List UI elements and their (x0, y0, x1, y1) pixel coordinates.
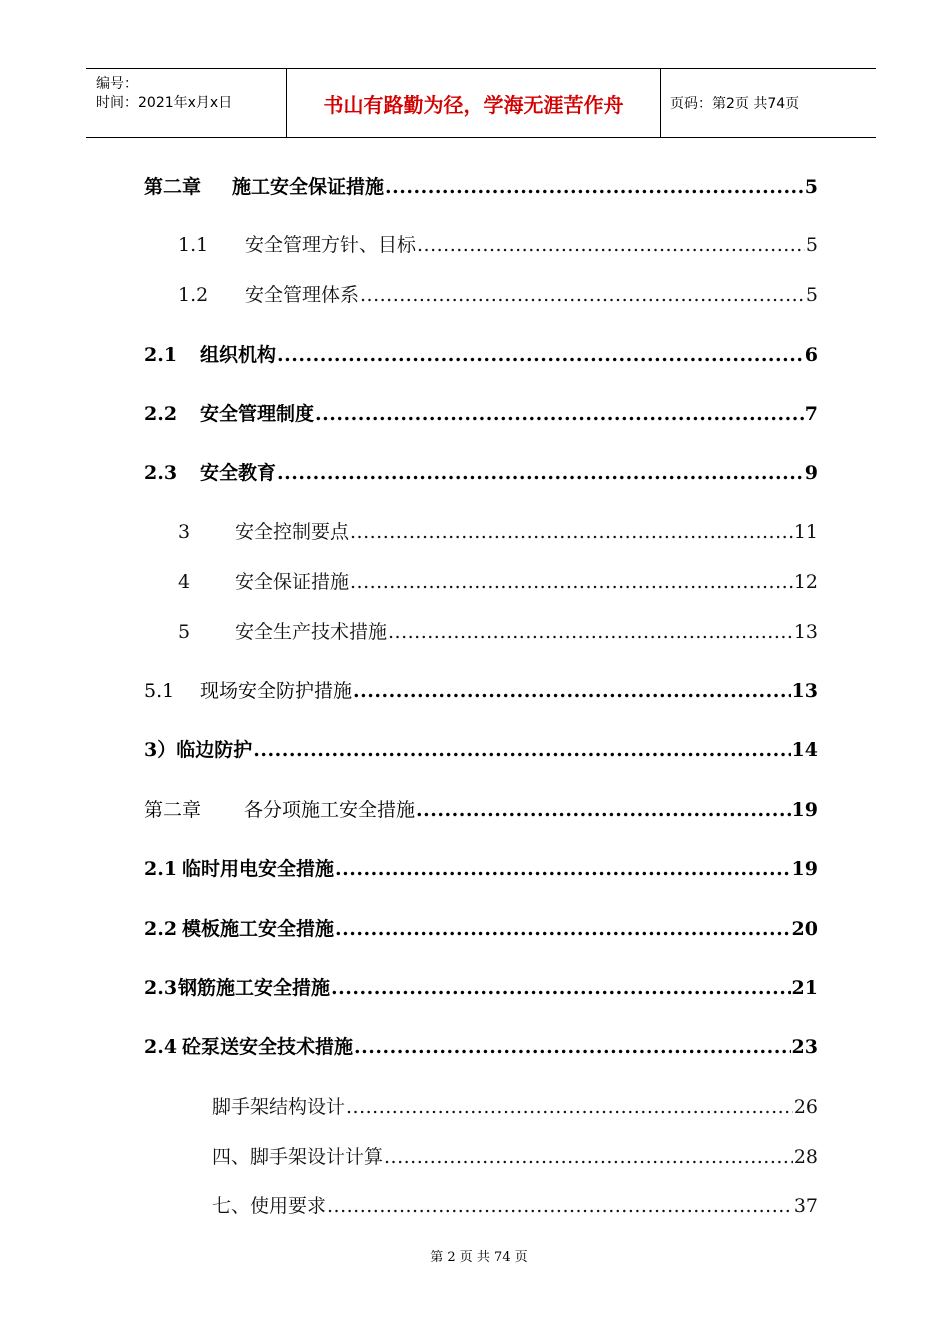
toc-leader (315, 403, 804, 425)
toc-leader (417, 234, 805, 256)
toc-entry-title: 钢筋施工安全措施 (178, 977, 331, 999)
toc-entry-page: 20 (791, 918, 818, 940)
header-motto: 书山有路勤为径，学海无涯苦作舟 (287, 69, 661, 137)
toc-entry-title: 安全管理方针、目标 (245, 234, 417, 256)
toc-entry-page: 23 (791, 1036, 818, 1058)
toc-leader (354, 1036, 791, 1058)
toc-entry[interactable] (144, 914, 818, 941)
toc-entry[interactable] (144, 735, 818, 762)
toc-leader (331, 977, 791, 999)
toc-entry-number: 2.2 (144, 403, 178, 425)
toc-entry[interactable] (178, 517, 818, 544)
toc-entry-title: 施工安全保证措施 (232, 176, 385, 198)
toc-entry-title: 安全保证措施 (235, 571, 350, 593)
toc-entry-title: 各分项施工安全措施 (244, 799, 416, 821)
toc-entry-page: 13 (793, 621, 818, 643)
toc-entry-number: 2.4 (144, 1036, 178, 1058)
toc-entry-number: 5 (178, 621, 191, 643)
toc-entry[interactable] (144, 795, 818, 822)
toc-entry-title: 临边防护 (176, 739, 253, 761)
toc-entry-page: 26 (793, 1096, 818, 1118)
toc-entry[interactable] (178, 567, 818, 594)
toc-entry-page: 19 (791, 799, 818, 821)
toc-entry[interactable] (144, 399, 818, 426)
toc-entry-page: 37 (793, 1195, 818, 1217)
toc-entry-title: 四、脚手架设计计算 (212, 1146, 384, 1168)
toc-entry-title: 砼泵送安全技术措施 (182, 1036, 354, 1058)
toc-entry-title: 脚手架结构设计 (212, 1096, 346, 1118)
toc-entry-page: 28 (793, 1146, 818, 1168)
toc-entry-number: 2.1 (144, 344, 178, 366)
toc-entry-number: 第二章 (144, 176, 202, 198)
toc-entry-number: 2.1 (144, 858, 178, 880)
toc-entry-number: 2.3 (144, 462, 178, 484)
toc-entry[interactable] (178, 230, 818, 257)
toc-entry-page: 21 (791, 977, 818, 999)
toc-entry[interactable] (144, 458, 818, 485)
toc-entry-title: 现场安全防护措施 (200, 680, 353, 702)
toc-entry[interactable] (144, 1032, 818, 1059)
doc-time-label: 时间：2021年x月x日 (96, 95, 233, 111)
toc-entry-number: 3） (144, 739, 177, 761)
toc-leader (277, 462, 804, 484)
toc-entry[interactable] (212, 1142, 818, 1169)
toc-entry-title: 组织机构 (200, 344, 277, 366)
toc-leader (350, 521, 793, 543)
toc-entry-page: 5 (804, 176, 818, 198)
toc-entry-number: 2.2 (144, 918, 178, 940)
toc-entry[interactable] (212, 1092, 818, 1119)
toc-entry-page: 6 (804, 344, 818, 366)
toc-leader (384, 1146, 793, 1168)
toc-entry-page: 12 (793, 571, 818, 593)
toc-entry-title: 模板施工安全措施 (182, 918, 335, 940)
toc-entry-page: 19 (791, 858, 818, 880)
toc-leader (335, 918, 791, 940)
toc-entry[interactable] (144, 973, 818, 1000)
toc-entry-number: 1.2 (178, 284, 209, 306)
toc-entry-number: 2.3 (144, 977, 178, 999)
toc-leader (253, 739, 790, 761)
toc-leader (350, 571, 793, 593)
toc-entry-number: 4 (178, 571, 191, 593)
toc-entry-number: 第二章 (144, 799, 202, 821)
header-meta (86, 69, 287, 137)
toc-entry[interactable] (178, 280, 818, 307)
toc-leader (327, 1195, 793, 1217)
toc-entry-title: 临时用电安全措施 (182, 858, 335, 880)
toc-leader (353, 680, 791, 702)
toc-entry-title: 七、使用要求 (212, 1195, 327, 1217)
toc-leader (388, 621, 793, 643)
toc-entry-page: 11 (793, 521, 818, 543)
toc-entry-page: 9 (804, 462, 818, 484)
toc-entry-page: 5 (805, 284, 818, 306)
toc-leader (335, 858, 791, 880)
toc-entry-number: 3 (178, 521, 191, 543)
toc-entry-title: 安全控制要点 (235, 521, 350, 543)
toc-leader (385, 176, 804, 198)
toc-leader (346, 1096, 793, 1118)
toc-entry-number: 5.1 (144, 680, 175, 702)
page-footer (0, 1246, 950, 1265)
toc-entry-title: 安全管理制度 (200, 403, 315, 425)
toc-entry[interactable] (212, 1191, 818, 1218)
toc-entry-number: 1.1 (178, 234, 209, 256)
toc-entry-page: 5 (805, 234, 818, 256)
footer-page-number: 第 2 页 共 74 页 (430, 1250, 528, 1265)
toc-entry[interactable] (144, 854, 818, 881)
toc-entry-title: 安全教育 (200, 462, 277, 484)
toc-entry-title: 安全管理体系 (245, 284, 360, 306)
toc-leader (277, 344, 804, 366)
doc-number-label: 编号： (96, 76, 138, 92)
toc-leader (416, 799, 791, 821)
toc-leader (360, 284, 805, 306)
toc-entry[interactable] (144, 676, 818, 703)
toc-entry[interactable] (178, 617, 818, 644)
page-header (86, 68, 876, 138)
toc-entry-page: 7 (804, 403, 818, 425)
toc-entry-title: 安全生产技术措施 (235, 621, 388, 643)
toc-entry[interactable] (144, 340, 818, 367)
toc-entry-page: 13 (791, 680, 818, 702)
toc-entry[interactable] (144, 172, 818, 199)
toc-entry-page: 14 (791, 739, 818, 761)
header-page-label: 页码：第2页 共74页 (670, 96, 800, 112)
